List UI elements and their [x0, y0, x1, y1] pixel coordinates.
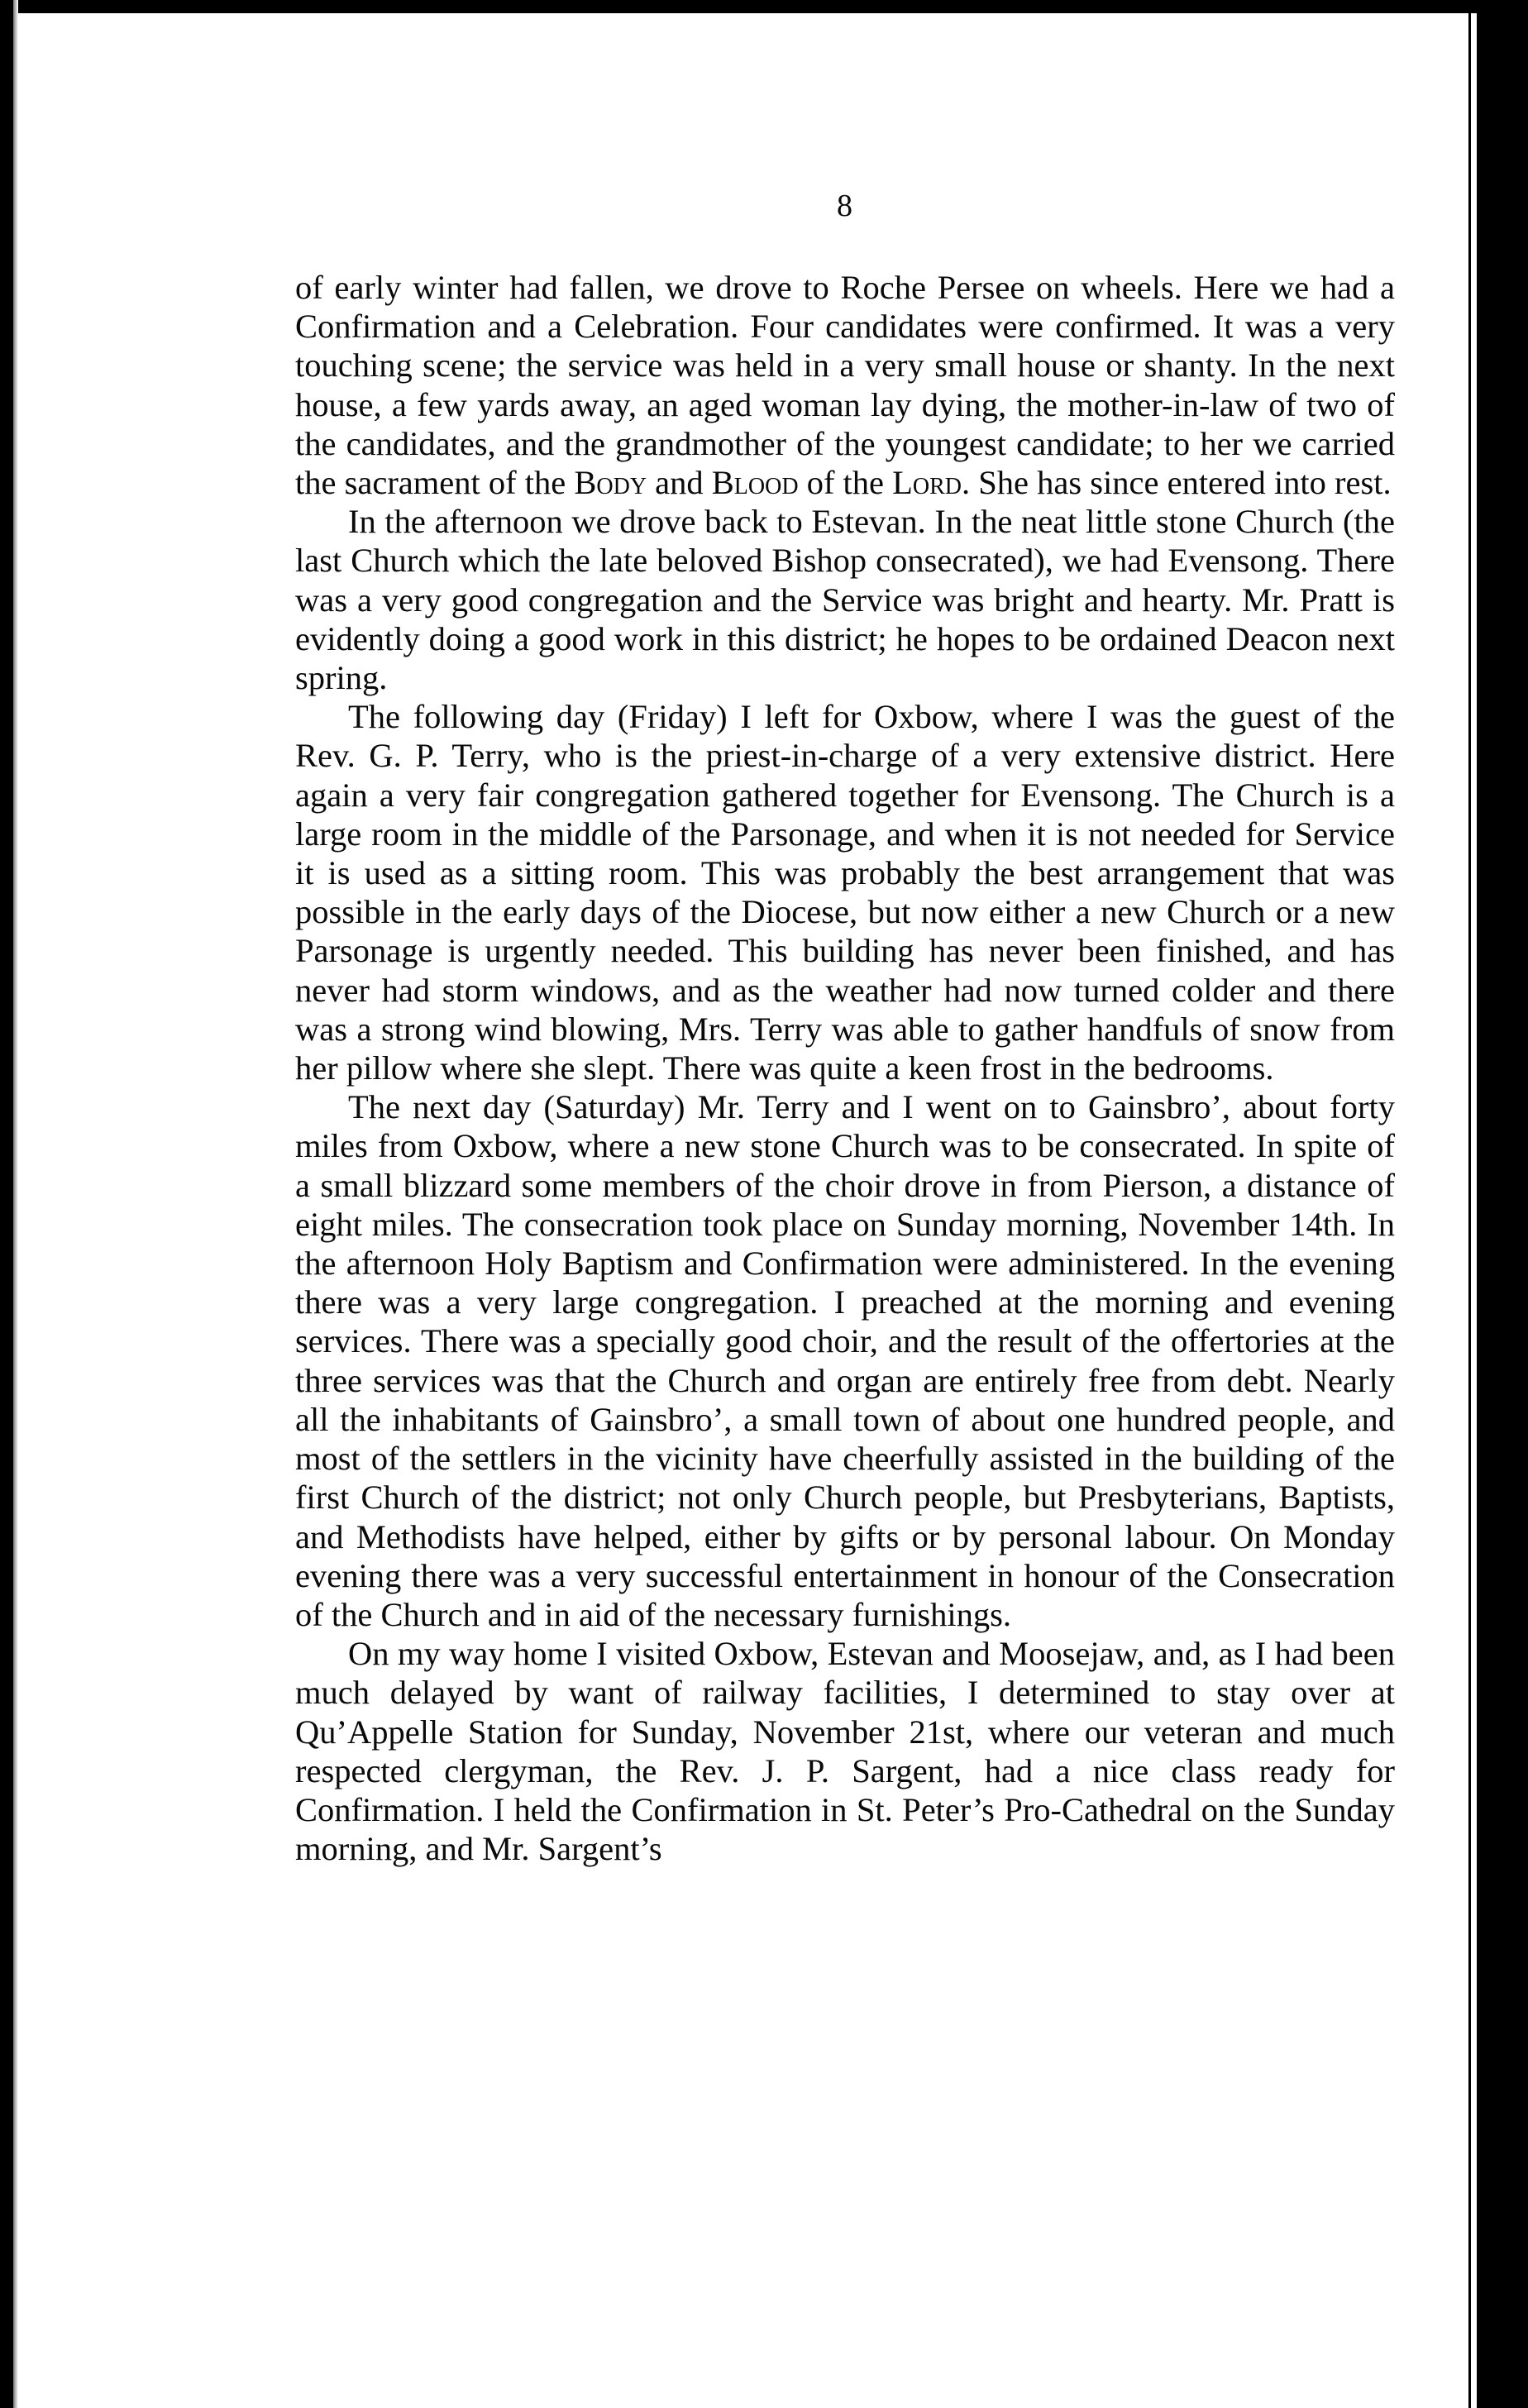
binding-hole-2: [1491, 1158, 1502, 1182]
document-page: [295, 187, 1395, 1868]
paragraph-text: The next day (Saturday) Mr. Terry and I went on to Gainsbro’, about forty miles from Oxbow, where a new stone Church was to be consecrated. In spite of a small blizzard some members of the choir drove in from Pierson, a distance of eight miles. The consecration took place on Sunday morning, November 14th. In the afternoon Holy Baptism and Confirmation were administered. In the evening there was a very large congregation. I preached at the morning and evening services. There was a specially good choir, and the result of the offertories at the three services was that the Church and organ are entirely free from debt. Nearly all the inhabitants of Gainsbro’, a small town of about one hundred people, and most of the settlers in the vicinity have cheerfully assisted in the building of the first Church of the district; not only Church people, but Presbyterians, Baptists, and Methodists have helped, either by gifts or by personal labour. On Monday evening there was a very successful entertainment in honour of the Consecration of the Church and in aid of the necessary furnishings.: [295, 1088, 1395, 1633]
binding-hole-5: [1488, 1282, 1500, 1325]
paragraph-text: On my way home I visited Oxbow, Estevan and Moosejaw, and, as I had been much delayed by want of railway facilities, I determined to stay over at Qu’Appelle Station for Sunday, November 21st, where our veteran and much respected clergyman, the Rev. J. P. Sargent, had a nice class ready for Confirmation. I held the Confirmation in St. Peter’s Pro-Cathedral on the Sunday morning, and Mr. Sargent’s: [295, 1635, 1395, 1868]
scan-left-border: [0, 0, 13, 2408]
scan-top-border: [0, 0, 1528, 13]
scan-right-inner-line: [1468, 0, 1471, 2408]
paragraph-4: [295, 1087, 1395, 1634]
paragraph-text: and: [647, 464, 712, 502]
paragraph-text: of the: [798, 464, 893, 502]
scan-right-border: [1477, 0, 1528, 2408]
paragraph-text: of early winter had fallen, we drove to Roche Persee on wheels. Here we had a Confirmation and a Celebration. Four candidates were confirmed. It was a very touching scene; the service was held in a very small house or shanty. In the next house, a few yards away, an aged woman lay dying, the mother-in-law of two of the candidates, and the grandmother of the youngest candidate; to her we carried the sacrament of the: [295, 269, 1395, 502]
paragraph-5: [295, 1634, 1395, 1868]
paragraph-1: [295, 268, 1395, 502]
paragraph-text: . She has since entered into rest.: [962, 464, 1392, 502]
smallcaps-text: Lord: [892, 464, 962, 502]
page-number: 8: [837, 189, 853, 223]
smallcaps-text: Body: [574, 464, 647, 502]
paragraph-text: The following day (Friday) I left for Oxbow, where I was the guest of the Rev. G. P. Terry, who is the priest-in-charge of a very extensive district. Here again a very fair congregation gathered together for Evensong. The Church is a large room in the middle of the Parsonage, and when it is not needed for Service it is used as a sitting room. This was probably the best arrangement that was possible in the early days of the Diocese, but now either a new Church or a new Parsonage is urgently needed. This building has never been finished, and has never had storm windows, and as the weather had now turned colder and there was a strong wind blowing, Mrs. Terry was able to gather handfuls of snow from her pillow where she slept. There was quite a keen frost in the bedrooms.: [295, 698, 1395, 1087]
paragraph-3: [295, 697, 1395, 1087]
binding-hole-3: [1491, 1191, 1502, 1214]
scan-left-shadow: [13, 0, 18, 2408]
paragraph-2: [295, 502, 1395, 697]
smallcaps-text: Blood: [711, 464, 799, 502]
paragraph-text: In the afternoon we drove back to Estevan. In the neat little stone Church (the last Church which the late beloved Bishop consecrated), we had Evensong. There was a very good congregation and the Service was bright and hearty. Mr. Pratt is evidently doing a good work in this district; he hopes to be ordained Deacon next spring.: [295, 503, 1395, 697]
binding-hole-1: [1491, 1120, 1502, 1149]
